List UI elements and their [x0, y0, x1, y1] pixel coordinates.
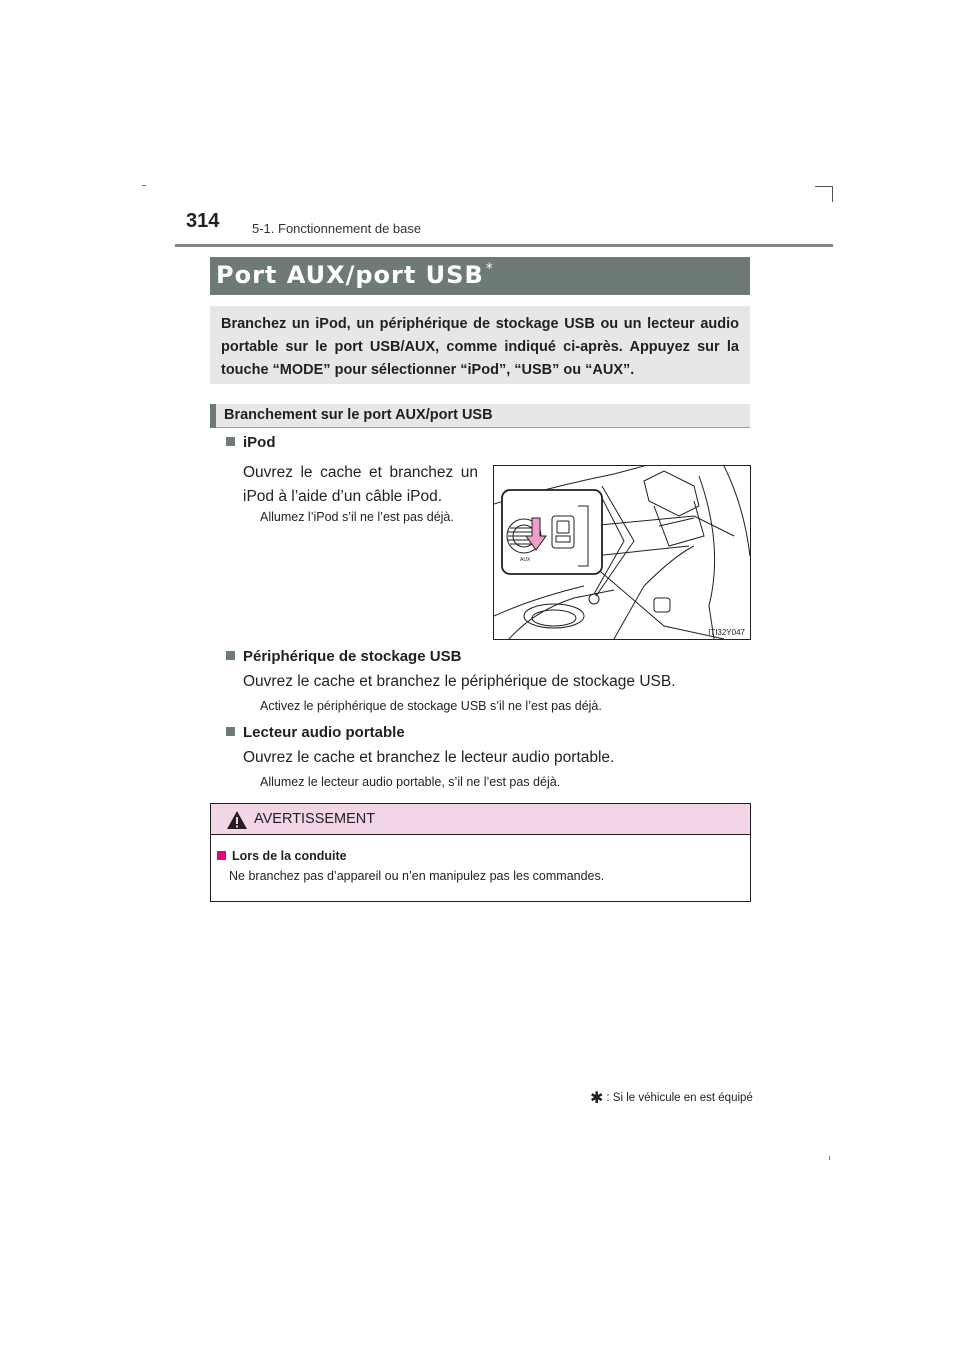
page-number: 314	[186, 210, 220, 232]
item-title-text: Périphérique de stockage USB	[243, 648, 462, 665]
title-asterisk: *	[485, 261, 494, 277]
warning-triangle-icon	[226, 810, 248, 830]
warning-bullet-icon	[217, 851, 226, 860]
item-title-text: Lecteur audio portable	[243, 724, 405, 741]
item-note-portable-audio: Allumez le lecteur audio portable, s’il ne l’est pas déjà.	[260, 775, 561, 789]
item-body-usb: Ouvrez le cache et branchez le périphérique de stockage USB.	[243, 673, 676, 690]
figure-code: ITI32Y047	[708, 628, 745, 637]
crop-tick-top-left	[142, 185, 146, 186]
asterisk-icon: ✱	[590, 1090, 604, 1107]
bullet-square-icon	[226, 727, 235, 736]
item-body-ipod: Ouvrez le cache et branchez un iPod à l’aide d’un câble iPod.	[243, 464, 478, 505]
warning-item-title	[217, 849, 347, 863]
console-illustration	[494, 466, 750, 639]
header-rule	[175, 244, 833, 247]
warning-item-text: Ne branchez pas d’appareil ou n’en manipulez pas les commandes.	[229, 869, 605, 883]
intro-text: Branchez un iPod, un périphérique de stockage USB ou un lecteur audio portable sur le port USB/AUX, comme indiqué ci-après. Appuyez sur la touche “MODE” pour sélectionner “iPod”, “USB” ou “AUX”.	[221, 316, 739, 378]
warning-item-title-text: Lors de la conduite	[232, 849, 347, 863]
crop-mark-horizontal	[815, 186, 832, 187]
footnote-text: : Si le véhicule en est équipé	[606, 1092, 753, 1104]
subsection-title: Branchement sur le port AUX/port USB	[224, 407, 493, 423]
figure-console-usb-port	[493, 465, 751, 640]
footnote	[590, 1088, 753, 1108]
aux-port-label: AUX	[520, 557, 531, 563]
bullet-square-icon	[226, 437, 235, 446]
subsection-accent	[210, 404, 216, 428]
item-body-portable-audio: Ouvrez le cache et branchez le lecteur audio portable.	[243, 749, 615, 766]
page-title-text: Port AUX/port USB	[216, 261, 484, 289]
item-title-ipod	[226, 434, 276, 451]
crop-tick-bottom-right	[829, 1156, 830, 1160]
warning-title: AVERTISSEMENT	[254, 811, 376, 827]
page-title	[216, 261, 494, 289]
item-title-portable-audio	[226, 724, 405, 741]
crop-mark-vertical	[832, 186, 833, 202]
bullet-square-icon	[226, 651, 235, 660]
item-title-text: iPod	[243, 434, 276, 451]
item-title-usb	[226, 648, 461, 665]
item-note-ipod: Allumez l’iPod s’il ne l’est pas déjà.	[260, 510, 454, 524]
section-label: 5-1. Fonctionnement de base	[252, 221, 422, 236]
item-note-usb: Activez le périphérique de stockage USB s’il ne l’est pas déjà.	[260, 699, 602, 713]
